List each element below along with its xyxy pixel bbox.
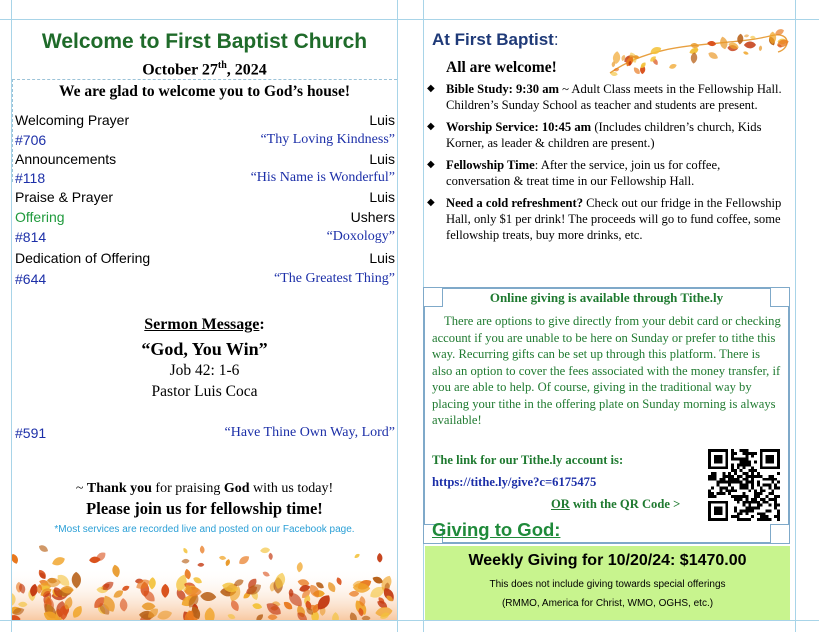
program-item-leader: Luis (369, 250, 395, 266)
program-item-leader: “The Greatest Thing” (273, 271, 395, 286)
program-item-label: Praise & Prayer (15, 189, 114, 205)
program-item-label: Welcoming Prayer (15, 112, 130, 128)
autumn-leaves-swirl (600, 18, 795, 90)
program-item-leader: Ushers (350, 209, 395, 225)
program-item-label: #118 (15, 170, 46, 186)
sermon-heading: Sermon Message: (144, 316, 265, 333)
program-item-leader: Luis (369, 112, 395, 128)
program-row (15, 229, 395, 249)
guide-line (0, 620, 819, 621)
program-item-label: #706 (15, 132, 47, 148)
sermon-title: “God, You Win” (141, 339, 268, 359)
program-row (15, 209, 395, 229)
program-item-label: #644 (15, 271, 47, 287)
bullet-diamond-icon: ◆ (427, 83, 435, 94)
bullet-diamond-icon: ◆ (427, 121, 435, 132)
program-row (15, 250, 395, 270)
program-item-leader: Luis (369, 151, 395, 167)
program-item-leader: “His Name is Wonderful” (250, 170, 395, 185)
right-heading: At First Baptist: (432, 30, 559, 49)
program-item-label: Dedication of Offering (15, 250, 151, 266)
activity-item: ◆ Worship Service: 10:45 am (Includes children’s church, Kids Korner, as leader & children are present.) (427, 120, 762, 150)
bullet-diamond-icon: ◆ (427, 159, 435, 170)
program-item-leader: Luis (369, 189, 395, 205)
fellowship-invite: Please join us for fellowship time! (86, 499, 323, 518)
program-item-label: Offering (15, 209, 65, 225)
qr-code-icon[interactable] (708, 449, 780, 521)
page-title: Welcome to First Baptist Church (41, 30, 368, 53)
thank-you-line: ~ Thank you for praising God with us today! (75, 481, 334, 496)
weekly-giving-total: Weekly Giving for 10/20/24: $1470.00 (468, 552, 747, 569)
all-welcome: All are welcome! (446, 59, 557, 76)
recorded-note: *Most services are recorded live and posted on our Facebook page. (54, 524, 355, 535)
giving-heading: Giving to God: (432, 519, 561, 540)
program-item-leader: “Thy Loving Kindness” (260, 132, 395, 147)
sermon-scripture: Job 42: 1-6 (169, 362, 240, 379)
autumn-leaves-border (12, 538, 397, 620)
program-row (15, 151, 395, 171)
weekly-giving-note: This does not include giving towards special offerings (489, 579, 726, 590)
closing-hymn: #591 “Have Thine Own Way, Lord” (15, 425, 395, 441)
activity-item: ◆ Need a cold refreshment? Check out our fridge in the Fellowship Hall, only $1 per drink! The proceeds will go to fund coffee, some fellowship treats, buy more drinks, etc. (427, 196, 782, 242)
box-corner (770, 524, 790, 544)
weekly-giving-panel (425, 546, 790, 620)
program-item-label: #814 (15, 229, 47, 245)
program-row (15, 132, 395, 152)
weekly-giving-note-list: (RMMO, America for Christ, WMO, OGHS, etc.) (501, 598, 714, 609)
bullet-diamond-icon: ◆ (427, 197, 435, 208)
program-row (15, 112, 395, 132)
sermon-pastor: Pastor Luis Coca (151, 383, 258, 400)
qr-code-hint: OR with the QR Code > (551, 497, 681, 511)
program-row (15, 271, 395, 291)
guide-line (397, 0, 398, 632)
tithely-link[interactable]: https://tithe.ly/give?c=6175475 (432, 475, 597, 489)
program-item-label: Announcements (15, 151, 117, 167)
program-row (15, 189, 395, 209)
activity-list (424, 81, 784, 249)
activity-item: ◆ Bible Study: 9:30 am ~ Adult Class meets in the Fellowship Hall. Children’s Sunday School as teacher and students are present. (427, 82, 782, 112)
program-item-leader: “Doxology” (326, 229, 395, 244)
online-giving-body: There are options to give directly from your debit card or checking account if you are unable to be here on Sunday or prefer to tithe this way. Recurring gifts can be set up through this platform. There is also an option to cover the fees associated with the money transfer, if you are able to help. Of course, giving in the traditional way by placing your tithe in the offering plate on Sunday morning is always available! (432, 314, 781, 427)
activity-item: ◆ Fellowship Time: After the service, join us for coffee, conversation & treat time in our Fellowship Hall. (427, 158, 721, 188)
welcome-banner: We are glad to welcome you to God’s house! (58, 83, 351, 100)
tithely-link-label: The link for our Tithe.ly account is: (432, 453, 624, 467)
guide-line (795, 0, 796, 632)
program-row (15, 170, 395, 190)
online-giving-heading: Online giving is available through Tithe.ly (489, 290, 724, 305)
service-date: October 27th, 2024 (142, 60, 267, 79)
